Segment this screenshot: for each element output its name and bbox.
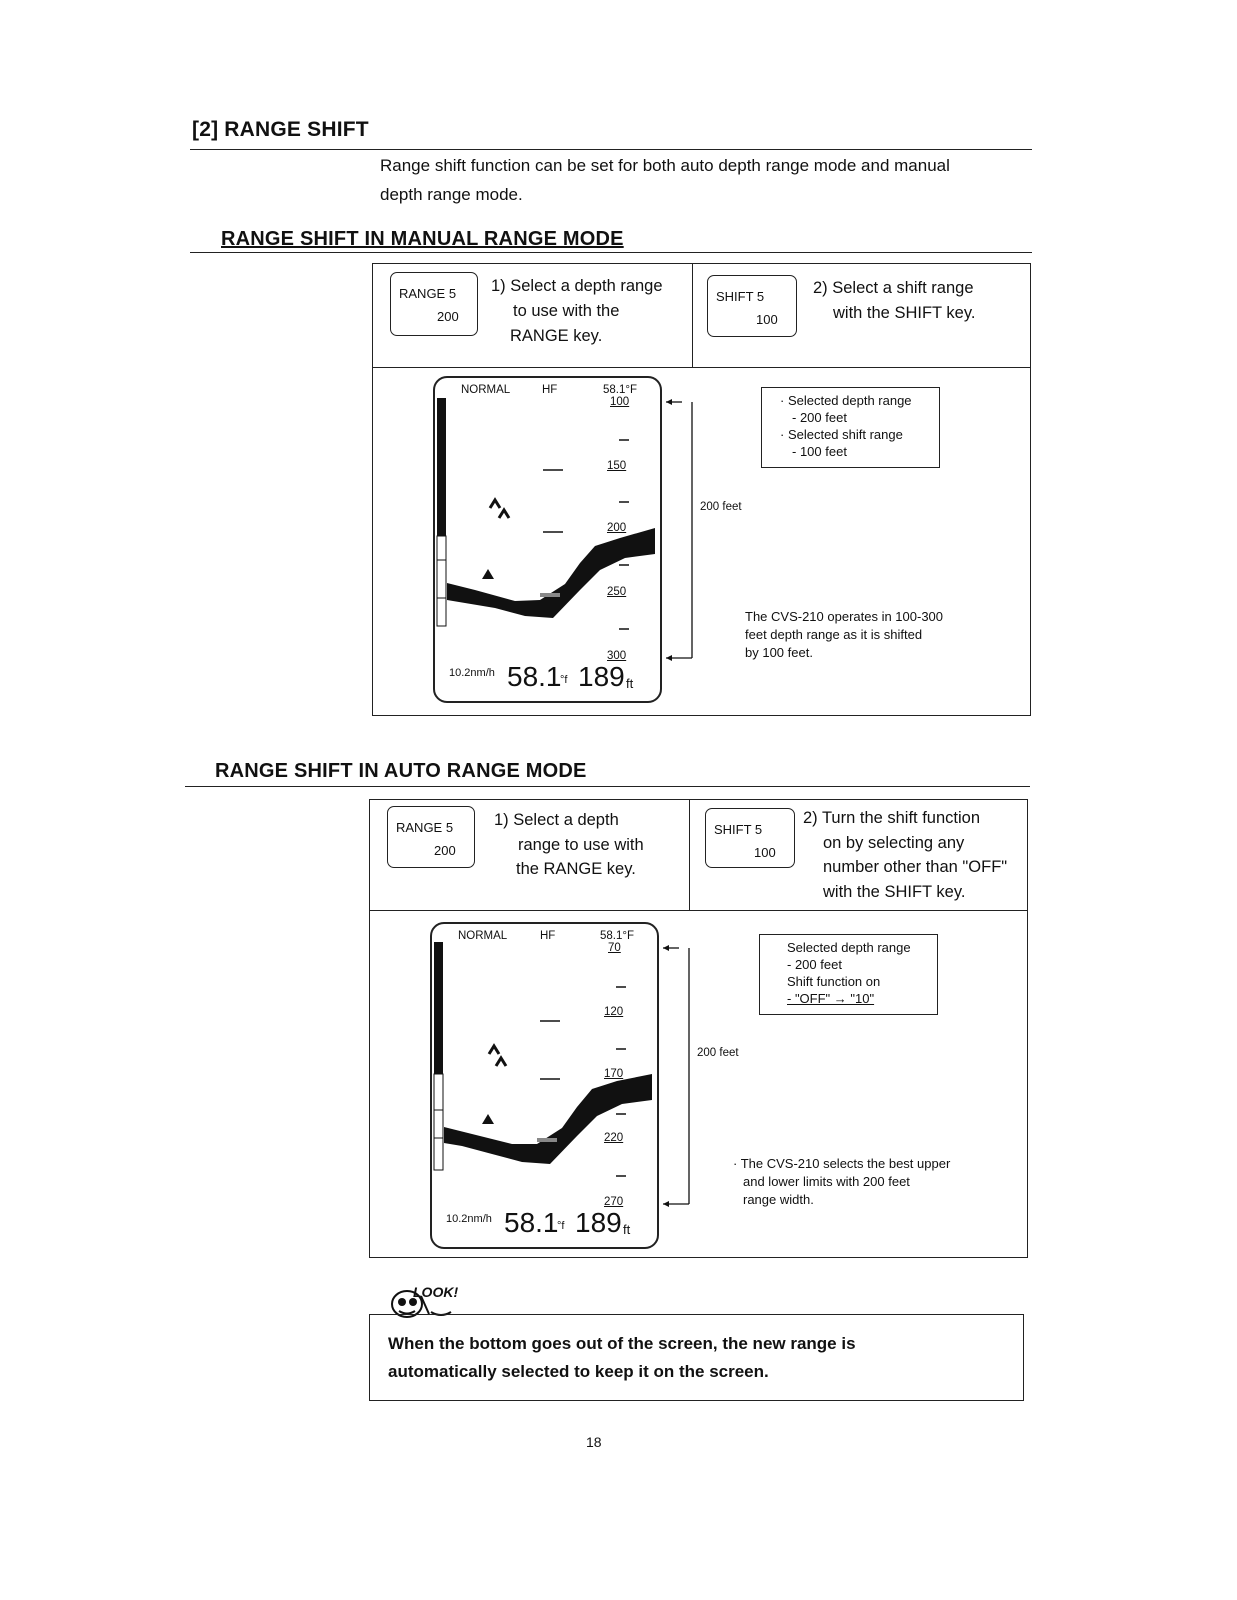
note-line-1: · Selected depth range — [780, 393, 912, 408]
step1-line-2: range to use with — [518, 835, 644, 854]
note-line-2: - 200 feet — [792, 410, 847, 425]
caption-line-2: feet depth range as it is shifted — [745, 627, 923, 642]
range-key-value: 200 — [434, 843, 456, 858]
caption-line-1: · The CVS-210 selects the best upper — [733, 1156, 951, 1171]
shift-key-label: SHIFT 5 — [716, 289, 765, 304]
step2-line-1: 2) Select a shift range — [813, 279, 974, 297]
screen-temp: 58.1°F — [603, 384, 638, 396]
speed-readout: 10.2nm/h — [446, 1213, 492, 1225]
auto-range-key — [387, 806, 475, 868]
auto-heading-rule — [185, 786, 1030, 787]
page-number: 18 — [586, 1434, 602, 1450]
manual-divider-h — [372, 367, 1031, 368]
tick-label-5: 270 — [604, 1196, 624, 1208]
tick-label-5: 300 — [607, 650, 627, 662]
step1-line-3: the RANGE key. — [516, 860, 636, 878]
shift-key-label: SHIFT 5 — [714, 822, 763, 837]
screen-mode: NORMAL — [461, 384, 511, 396]
auto-echogram — [432, 924, 659, 1249]
manual-sounder-screen — [433, 376, 662, 703]
manual-echogram — [435, 378, 662, 703]
screen-freq: HF — [542, 384, 558, 396]
manual-span-bracket — [664, 398, 696, 664]
auto-span-bracket — [661, 944, 693, 1210]
speed-readout: 10.2nm/h — [449, 667, 495, 679]
step2-line-2: on by selecting any — [823, 833, 965, 852]
manual-step1 — [491, 274, 663, 349]
auto-heading: RANGE SHIFT IN AUTO RANGE MODE — [215, 760, 587, 782]
caption-line-3: range width. — [743, 1192, 814, 1207]
screen-mode: NORMAL — [458, 930, 508, 942]
note-line-2: - 200 feet — [787, 957, 842, 972]
look-logo-text: LOOK! — [413, 1284, 459, 1300]
screen-temp: 58.1°F — [600, 930, 635, 942]
caption-line-3: by 100 feet. — [745, 645, 813, 660]
depth-unit: ft — [623, 1222, 631, 1237]
depth-readout: 189 — [578, 661, 625, 692]
note-line-4: - "OFF" → "10" — [787, 991, 875, 1006]
look-line-2: automatically selected to keep it on the screen. — [388, 1362, 769, 1381]
tick-label-3: 170 — [604, 1068, 624, 1080]
manual-shift-key — [707, 275, 797, 337]
manual-heading-rule — [190, 252, 1032, 253]
tick-label-2: 150 — [607, 460, 627, 472]
shift-key-value: 100 — [754, 845, 776, 860]
range-key-label: RANGE 5 — [399, 286, 457, 301]
tick-label-1: 70 — [608, 942, 621, 954]
step2-line-4: with the SHIFT key. — [823, 882, 966, 901]
auto-sounder-screen — [430, 922, 659, 1249]
tick-label-4: 220 — [604, 1132, 624, 1144]
note-line-3: Shift function on — [787, 974, 881, 989]
auto-span-label: 200 feet — [697, 1047, 739, 1059]
step1-line-2: to use with the — [513, 302, 620, 320]
range-key-label: RANGE 5 — [396, 820, 454, 835]
manual-range-key — [390, 272, 478, 336]
step2-line-1: 2) Turn the shift function — [803, 809, 981, 827]
manual-heading: RANGE SHIFT IN MANUAL RANGE MODE — [221, 228, 624, 250]
temp-unit: °f — [560, 674, 568, 686]
temp-readout: 58.1 — [507, 661, 562, 692]
step2-line-2: with the SHIFT key. — [833, 304, 976, 322]
section-rule — [190, 149, 1032, 150]
step1-line-3: RANGE key. — [510, 327, 603, 345]
step2-line-3: number other than "OFF" — [823, 858, 1008, 876]
manual-divider-v — [692, 263, 693, 367]
temp-unit: °f — [557, 1220, 565, 1232]
auto-note-box — [759, 934, 938, 1015]
screen-freq: HF — [540, 930, 556, 942]
depth-readout: 189 — [575, 1207, 622, 1238]
step1-line-1: 1) Select a depth — [494, 811, 619, 829]
caption-line-1: The CVS-210 operates in 100-300 — [745, 609, 944, 624]
note-line-1: Selected depth range — [787, 940, 911, 955]
auto-step1 — [494, 808, 644, 882]
range-key-value: 200 — [437, 309, 459, 324]
shift-key-value: 100 — [756, 312, 778, 327]
auto-divider-h — [369, 910, 1028, 911]
tick-label-1: 100 — [610, 396, 630, 408]
note-line-4: - 100 feet — [792, 444, 847, 459]
note-line-3: · Selected shift range — [780, 427, 903, 442]
look-line-1: When the bottom goes out of the screen, the new range is — [388, 1334, 856, 1353]
auto-divider-v — [689, 799, 690, 910]
intro-line-2: depth range mode. — [380, 185, 523, 204]
manual-step2 — [813, 276, 975, 326]
auto-caption — [733, 1155, 950, 1209]
tick-label-4: 250 — [607, 586, 627, 598]
look-note-box — [369, 1314, 1024, 1401]
manual-span-label: 200 feet — [700, 501, 742, 513]
step1-line-1: 1) Select a depth range — [491, 277, 663, 295]
depth-unit: ft — [626, 676, 634, 691]
manual-caption — [745, 608, 943, 662]
intro-line-1: Range shift function can be set for both auto depth range mode and manual — [380, 156, 950, 175]
tick-label-2: 120 — [604, 1006, 624, 1018]
temp-readout: 58.1 — [504, 1207, 559, 1238]
caption-line-2: and lower limits with 200 feet — [743, 1174, 910, 1189]
auto-shift-key — [705, 808, 795, 868]
tick-label-3: 200 — [607, 522, 627, 534]
section-title: [2] RANGE SHIFT — [192, 118, 369, 141]
manual-note-box — [761, 387, 940, 468]
auto-step2 — [803, 806, 1007, 904]
